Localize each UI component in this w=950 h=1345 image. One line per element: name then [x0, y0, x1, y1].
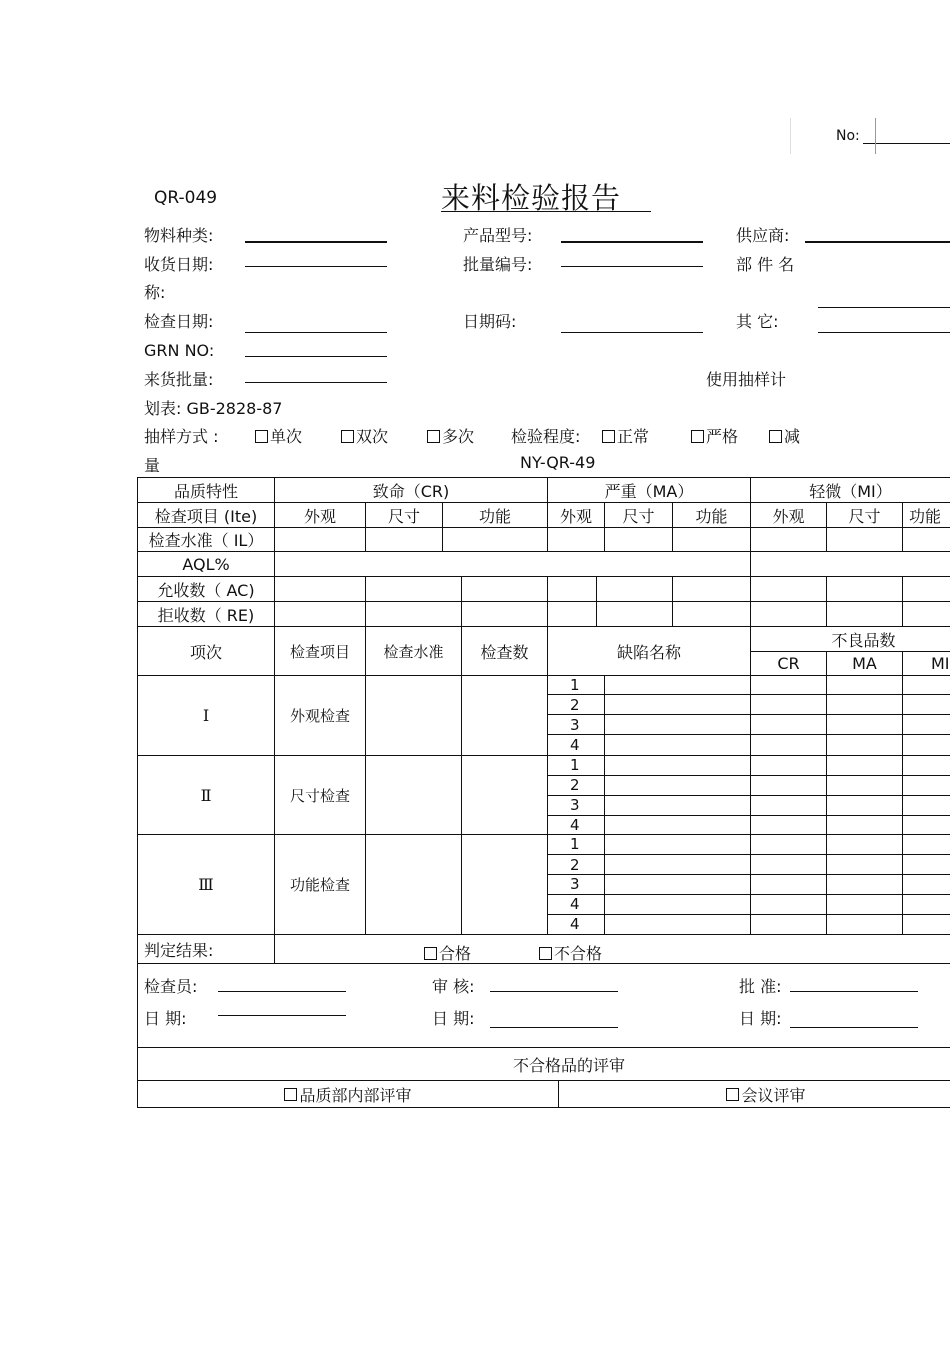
doc-code: QR-049 [154, 188, 218, 208]
approver-label: 批 准: [739, 977, 782, 996]
defect-row-number: 2 [570, 856, 580, 874]
approver-date-label: 日 期: [739, 1009, 782, 1028]
defect-row-number: 3 [570, 716, 580, 734]
section-name: 外观检查 [289, 707, 350, 725]
no-label: No: [836, 128, 860, 144]
part-name-label-cont: 称: [144, 283, 166, 302]
section-roman: Ⅰ [202, 706, 210, 725]
meeting-review-checkbox[interactable] [559, 1081, 950, 1107]
reject-row-label: 拒收数（ RE) [157, 605, 255, 625]
cr-col-header: CR [777, 654, 800, 673]
quality-char-header: 品质特性 [173, 481, 238, 501]
section-roman: Ⅲ [198, 875, 214, 894]
grn-no-label: GRN NO: [144, 341, 215, 360]
checkbox-icon [539, 947, 552, 960]
section-name: 尺寸检查 [289, 786, 350, 805]
checkbox-icon [726, 1088, 739, 1101]
aql-row-label: AQL% [182, 554, 230, 574]
single-label: 单次 [270, 427, 303, 446]
cr-function: 功能 [478, 506, 511, 526]
defect-row-number: 2 [570, 696, 580, 714]
reviewer-date-field[interactable] [490, 1027, 618, 1028]
batch-no-label: 批量编号: [463, 255, 533, 274]
item-no-header: 项次 [189, 642, 222, 662]
defect-row-number: 4 [570, 895, 580, 913]
mi-col-header: MI [931, 654, 950, 673]
inspect-item-header: 检查项目 [289, 642, 350, 661]
section-name: 功能检查 [289, 876, 350, 894]
inspect-level-row-label: 检查水准（ IL） [148, 530, 264, 550]
mi-function: 功能 [909, 506, 942, 526]
checkbox-icon [284, 1088, 297, 1101]
ma-appearance: 外观 [559, 506, 592, 526]
section-roman: Ⅱ [200, 785, 212, 805]
reviewer-label: 审 核: [432, 977, 475, 996]
ma-dimension: 尺寸 [622, 506, 655, 526]
defect-count-header: 不良品数 [831, 630, 896, 650]
ma-header: 严重（MA） [604, 481, 694, 501]
cr-dimension: 尺寸 [387, 506, 420, 526]
defect-row-number: 3 [570, 875, 580, 893]
meeting-review-label: 会议评审 [741, 1085, 806, 1105]
fail-label: 不合格 [554, 944, 603, 963]
defect-row-number: 4 [570, 736, 580, 754]
internal-review-label: 品质部内部评审 [299, 1085, 412, 1105]
inspect-date-label: 检查日期: [144, 312, 214, 331]
accept-row-label: 允收数（ AC) [157, 580, 255, 600]
tightened-label: 严格 [706, 427, 739, 446]
internal-review-checkbox[interactable] [138, 1081, 558, 1107]
sampling-method-label: 抽样方式 : [144, 427, 219, 446]
approver-date-field[interactable] [790, 1027, 918, 1028]
receive-date-label: 收货日期: [144, 255, 214, 274]
cr-header: 致命（CR) [372, 481, 450, 501]
reviewer-date-label: 日 期: [432, 1009, 475, 1028]
mi-dimension: 尺寸 [848, 506, 881, 526]
supplier-label: 供应商: [736, 226, 790, 245]
fail-checkbox[interactable] [539, 941, 602, 964]
other-label: 其 它: [736, 312, 779, 331]
product-model-label: 产品型号: [463, 226, 533, 245]
date-code-label: 日期码: [463, 312, 517, 331]
defect-row-number: 1 [570, 756, 580, 774]
defect-row-number: 3 [570, 796, 580, 814]
form-code: NY-QR-49 [520, 453, 596, 472]
multiple-label: 多次 [442, 427, 475, 446]
ma-function: 功能 [695, 506, 728, 526]
defect-name-header: 缺陷名称 [616, 642, 681, 662]
mi-header: 轻微（MI） [809, 481, 892, 501]
inspect-std-header: 检查水准 [383, 642, 444, 661]
checkbox-icon [424, 947, 437, 960]
defect-row-number: 4 [570, 816, 580, 834]
page-title: 来料检验报告 [441, 181, 622, 215]
defect-row-number: 4 [570, 915, 580, 933]
pass-label: 合格 [439, 944, 472, 963]
mi-appearance: 外观 [772, 506, 805, 526]
part-name-label: 部 件 名 [736, 255, 795, 274]
reduced-label: 减 [784, 427, 801, 446]
inspect-level-label: 检验程度: [511, 427, 581, 446]
inspect-qty-header: 检查数 [480, 642, 529, 662]
inspector-label: 检查员: [144, 977, 198, 996]
double-label: 双次 [356, 427, 389, 446]
incoming-qty-label: 来货批量: [144, 370, 214, 389]
ma-col-header: MA [852, 654, 877, 673]
material-type-label: 物料种类: [144, 226, 214, 245]
reviewer-field[interactable] [490, 991, 618, 992]
defect-row-number: 1 [570, 676, 580, 694]
sampling-plan-label-cont: 划表: GB-2828-87 [144, 399, 283, 418]
cr-appearance: 外观 [303, 506, 336, 526]
normal-label: 正常 [617, 427, 650, 446]
inspect-item-en-label: 检查项目 (Ite) [154, 506, 258, 526]
defect-row-number: 2 [570, 776, 580, 794]
defect-row-number: 1 [570, 835, 580, 853]
inspector-date-label: 日 期: [144, 1009, 187, 1028]
result-label: 判定结果: [144, 940, 214, 960]
review-title: 不合格品的评审 [512, 1055, 625, 1075]
inspector-field[interactable] [218, 991, 346, 992]
sampling-plan-label: 使用抽样计 [706, 370, 787, 389]
approver-field[interactable] [790, 991, 918, 992]
inspector-date-field[interactable] [218, 1015, 346, 1016]
pass-checkbox[interactable] [424, 941, 471, 964]
reduced-label-cont: 量 [144, 456, 161, 475]
